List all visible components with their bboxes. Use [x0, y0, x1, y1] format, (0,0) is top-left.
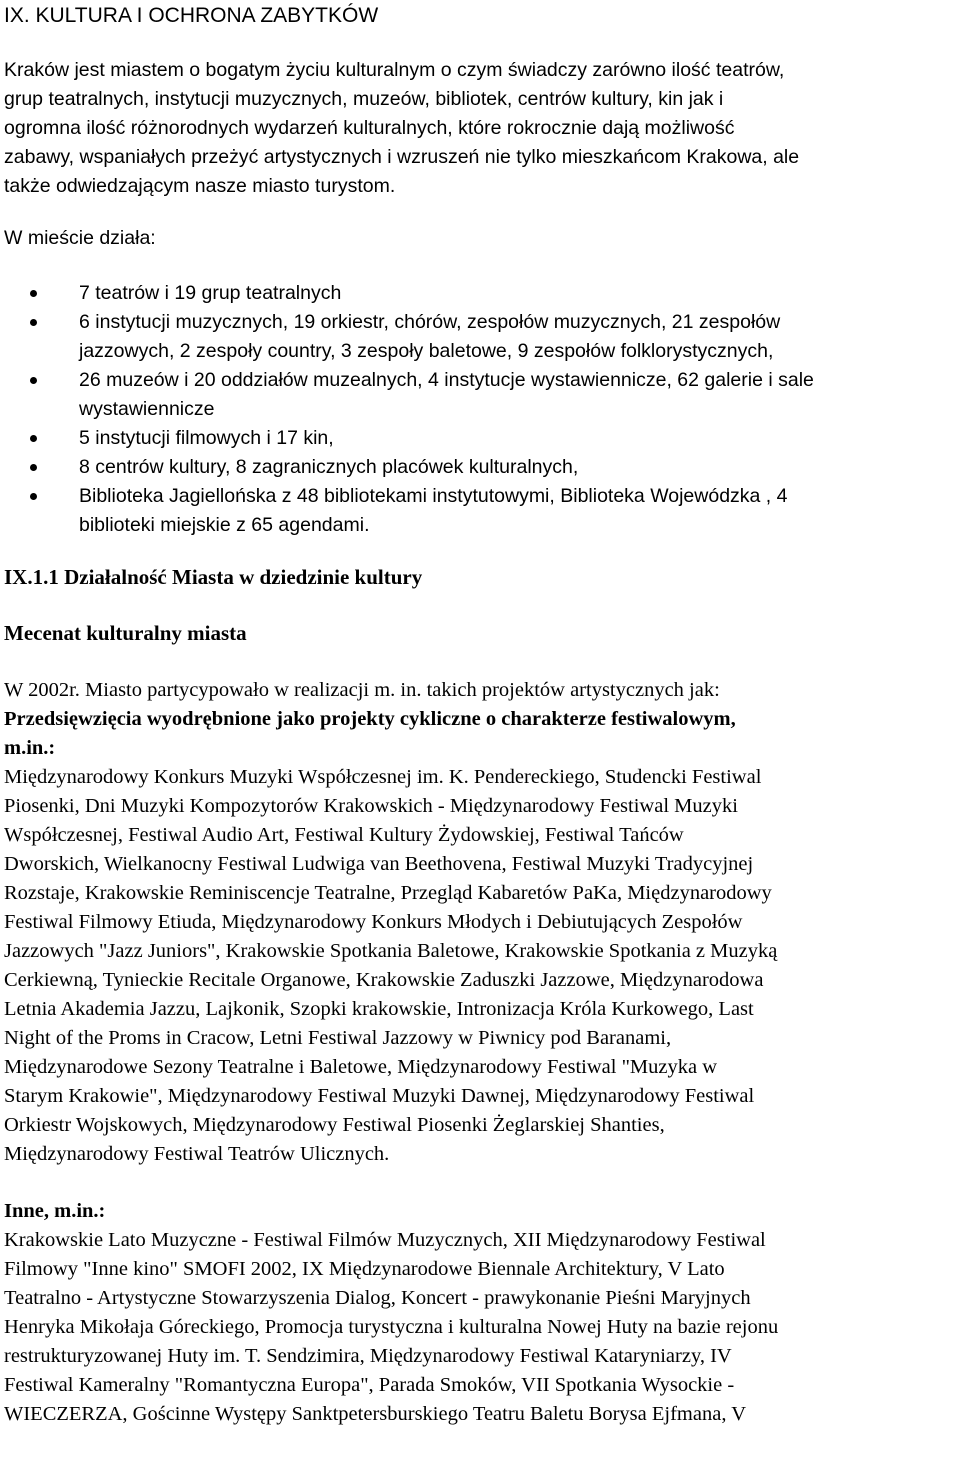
bullet-icon: [30, 435, 37, 442]
list-item-line: wystawiennicze: [79, 398, 215, 420]
list-item-line: biblioteki miejskie z 65 agendami.: [79, 514, 370, 536]
cyclic-heading-line: m.in.:: [4, 737, 56, 759]
list-item-line: 8 centrów kultury, 8 zagranicznych placówek kulturalnych,: [79, 456, 579, 478]
bullet-icon: [30, 464, 37, 471]
festivals-line: Dworskich, Wielkanocny Festiwal Ludwiga van Beethovena, Festiwal Muzyki Tradycyjnej: [4, 853, 754, 875]
list-item-line: 26 muzeów i 20 oddziałów muzealnych, 4 instytucje wystawiennicze, 62 galerie i sale: [79, 369, 814, 391]
subsection-title: IX.1.1 Działalność Miasta w dziedzinie kultury: [4, 565, 423, 589]
festivals-line: Międzynarodowy Festiwal Teatrów Ulicznych.: [4, 1143, 390, 1165]
inne-paragraph: [4, 1226, 956, 1429]
inne-line: Krakowskie Lato Muzyczne - Festiwal Filmów Muzycznych, XII Międzynarodowy Festiwal: [4, 1229, 766, 1251]
intro-line: zabawy, wspaniałych przeżyć artystycznych i wzruszeń nie tylko mieszkańcom Krakowa, ale: [4, 146, 800, 168]
festivals-line: Rozstaje, Krakowskie Reminiscencje Teatralne, Przegląd Kabaretów PaKa, Międzynarodowy: [4, 882, 772, 904]
festivals-line: Festiwal Filmowy Etiuda, Międzynarodowy Konkurs Młodych i Debiutujących Zespołów: [4, 911, 743, 933]
festivals-line: Współczesnej, Festiwal Audio Art, Festiwal Kultury Żydowskiej, Festiwal Tańców: [4, 824, 684, 846]
intro-line: grup teatralnych, instytucji muzycznych, muzeów, bibliotek, centrów kultury, kin jak i: [4, 88, 724, 110]
inne-line: Henryka Mikołaja Góreckiego, Promocja turystyczna i kulturalna Nowej Huty na bazie rejonu: [4, 1316, 779, 1338]
inne-heading: Inne, m.in.:: [4, 1200, 106, 1222]
w-miescie-label: W mieście działa:: [4, 227, 156, 249]
festivals-line: Piosenki, Dni Muzyki Kompozytorów Krakowskich - Międzynarodowy Festiwal Muzyki: [4, 795, 738, 817]
inne-line: WIECZERZA, Gościnne Występy Sanktpetersburskiego Teatru Baletu Borysa Ejfmana, V: [4, 1403, 747, 1425]
list-item: [4, 453, 956, 482]
list-item-line: 6 instytucji muzycznych, 19 orkiestr, chórów, zespołów muzycznych, 21 zespołów: [79, 311, 781, 333]
festivals-line: Night of the Proms in Cracow, Letni Festiwal Jazzowy w Piwnicy pod Baranami,: [4, 1027, 672, 1049]
intro-line: ogromna ilość różnorodnych wydarzeń kulturalnych, które rokrocznie dają możliwość: [4, 117, 735, 139]
mecenat-title: Mecenat kulturalny miasta: [4, 621, 247, 645]
list-item: [4, 279, 956, 308]
list-item: [4, 424, 956, 453]
cyclic-heading: [4, 705, 956, 763]
document-page: [4, 0, 956, 1429]
list-item-line: 7 teatrów i 19 grup teatralnych: [79, 282, 342, 304]
festivals-line: Letnia Akademia Jazzu, Lajkonik, Szopki krakowskie, Intronizacja Króla Kurkowego, Last: [4, 998, 754, 1020]
institutions-list: [4, 279, 956, 540]
bullet-icon: [30, 377, 37, 384]
festivals-line: Orkiestr Wojskowych, Międzynarodowy Festiwal Piosenki Żeglarskiej Shanties,: [4, 1114, 665, 1136]
cyclic-heading-line: Przedsięwzięcia wyodrębnione jako projekty cykliczne o charakterze festiwalowym,: [4, 708, 736, 730]
bullet-icon: [30, 493, 37, 500]
bullet-icon: [30, 290, 37, 297]
bullet-icon: [30, 319, 37, 326]
list-item-line: jazzowych, 2 zespoły country, 3 zespoły baletowe, 9 zespołów folklorystycznych,: [79, 340, 774, 362]
list-item: [4, 308, 956, 366]
list-item-line: Biblioteka Jagiellońska z 48 bibliotekami instytutowymi, Biblioteka Wojewódzka , 4: [79, 485, 788, 507]
section-title: IX. KULTURA I OCHRONA ZABYTKÓW: [4, 4, 379, 27]
intro-line: także odwiedzającym nasze miasto turystom.: [4, 175, 396, 197]
list-item-line: 5 instytucji filmowych i 17 kin,: [79, 427, 334, 449]
list-item: [4, 482, 956, 540]
inne-line: restrukturyzowanej Huty im. T. Sendzimira, Międzynarodowy Festiwal Kataryniarzy, IV: [4, 1345, 732, 1367]
inne-line: Teatralno - Artystyczne Stowarzyszenia Dialog, Koncert - prawykonanie Pieśni Maryjnych: [4, 1287, 751, 1309]
inne-line: Filmowy "Inne kino" SMOFI 2002, IX Międzynarodowe Biennale Architektury, V Lato: [4, 1258, 725, 1280]
festivals-line: Międzynarodowy Konkurs Muzyki Współczesnej im. K. Pendereckiego, Studencki Festiwal: [4, 766, 762, 788]
festivals-paragraph: [4, 763, 956, 1169]
festivals-line: Cerkiewną, Tynieckie Recitale Organowe, Krakowskie Zaduszki Jazzowe, Międzynarodowa: [4, 969, 764, 991]
inne-line: Festiwal Kameralny "Romantyczna Europa", Parada Smoków, VII Spotkania Wysockie -: [4, 1374, 735, 1396]
intro-paragraph: [4, 56, 956, 201]
festivals-line: Międzynarodowe Sezony Teatralne i Baletowe, Międzynarodowy Festiwal "Muzyka w: [4, 1056, 718, 1078]
w2002-line: W 2002r. Miasto partycypowało w realizacji m. in. takich projektów artystycznych jak:: [4, 679, 720, 701]
list-item: [4, 366, 956, 424]
festivals-line: Starym Krakowie", Międzynarodowy Festiwal Muzyki Dawnej, Międzynarodowy Festiwal: [4, 1085, 755, 1107]
intro-line: Kraków jest miastem o bogatym życiu kulturalnym o czym świadczy zarówno ilość teatrów,: [4, 59, 785, 81]
festivals-line: Jazzowych "Jazz Juniors", Krakowskie Spotkania Baletowe, Krakowskie Spotkania z Muzyką: [4, 940, 778, 962]
